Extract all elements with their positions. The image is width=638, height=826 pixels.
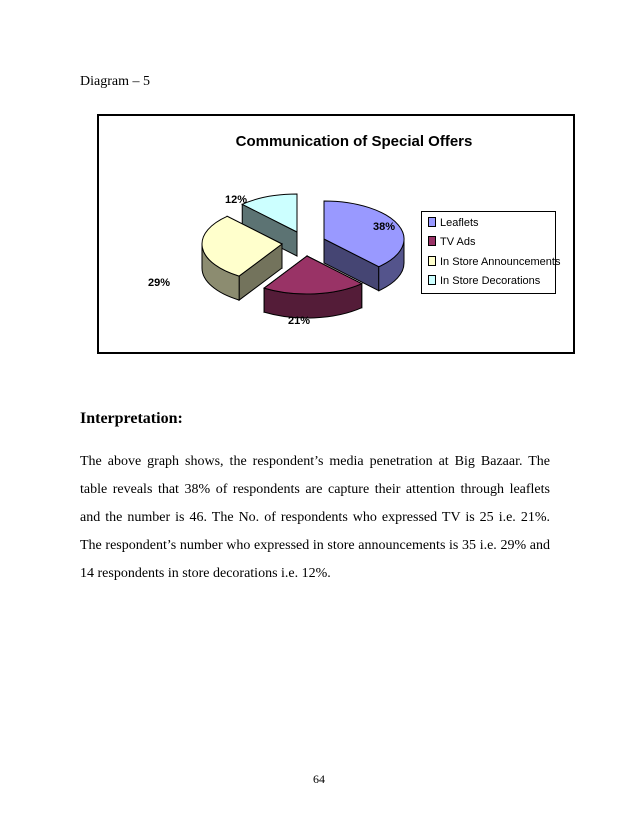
diagram-label: Diagram – 5 (80, 74, 150, 89)
legend-label: TV Ads (440, 236, 476, 248)
legend-swatch (428, 256, 436, 266)
interpretation-paragraph: The above graph shows, the respondent’s media penetration at Big Bazaar. The table reveals that 38% of respondents are capture their attention through leaflets and the number is 46. The No. of respondents who expressed TV is 25 i.e. 21%. The respondent’s number who expressed in store announcements is 35 i.e. 29% and 14 respondents in store decorations i.e. 12%. (80, 454, 550, 581)
legend-swatch (428, 275, 436, 285)
legend-label: In Store Announcements (440, 256, 561, 268)
legend-swatch (428, 217, 436, 227)
slice-label: 29% (147, 277, 171, 289)
legend-item (428, 235, 475, 249)
legend-swatch (428, 236, 436, 246)
slice-label: 12% (224, 194, 248, 206)
page-number: 64 (313, 772, 325, 786)
chart-title: Communication of Special Offers (235, 133, 473, 150)
legend-label: Leaflets (440, 217, 479, 229)
section-heading: Interpretation: (80, 410, 183, 427)
slice-label: 21% (287, 315, 311, 327)
pie-chart-frame (97, 114, 575, 354)
legend-item (428, 274, 540, 288)
legend-item (428, 255, 560, 269)
legend-item (428, 216, 479, 230)
chart-legend (421, 211, 561, 294)
slice-label: 38% (372, 221, 396, 233)
legend-label: In Store Decorations (440, 275, 541, 287)
